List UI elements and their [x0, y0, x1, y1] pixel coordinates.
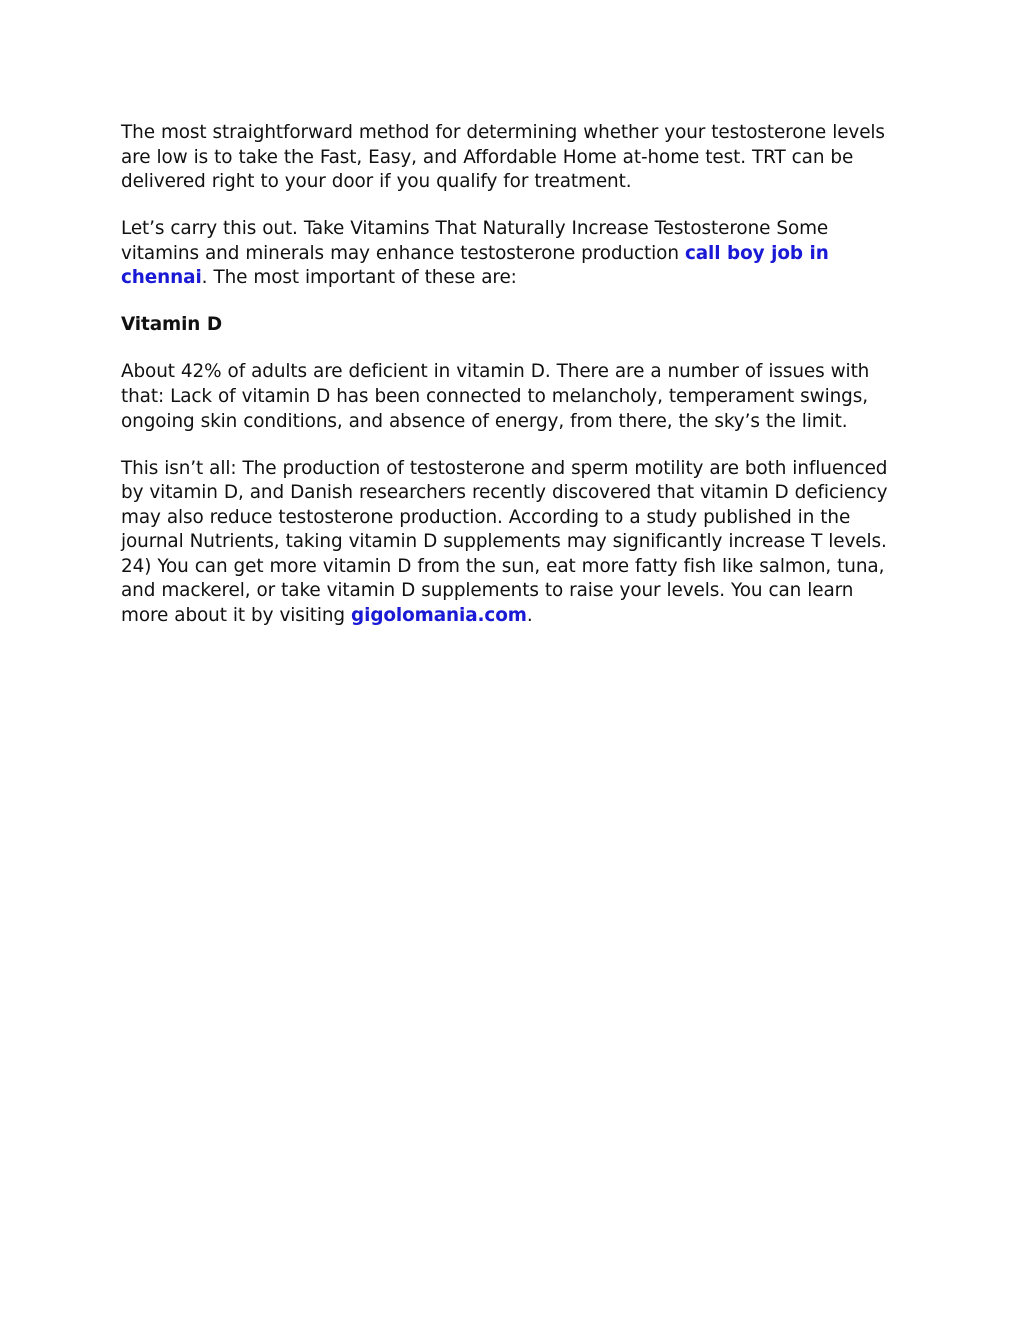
- paragraph-home-test-text: The most straightforward method for determining whether your testosterone levels are low is to take the Fast, Easy, and Affordable Home at-home test. TRT can be delivered right to your door if you qualify for treatment.: [121, 122, 885, 193]
- document-body: [121, 121, 901, 651]
- gigolomania-link[interactable]: gigolomania.com: [351, 605, 527, 627]
- paragraph-production-text: This isn’t all: The production of testosterone and sperm motility are both influenced by vitamin D, and Danish researchers recently discovered that vitamin D deficiency may also reduce testosterone production. According to a study published in the journal Nutrients, taking vitamin D supplements may significantly increase T levels. 24) You can get more vitamin D from the sun, eat more fatty fish like salmon, tuna, and mackerel, or take vitamin D supplements to raise your levels. You can learn more about it by visiting: [121, 457, 888, 627]
- section-heading-vitamin-d: [121, 313, 901, 338]
- paragraph-production-tail: .: [526, 605, 533, 627]
- call-boy-job-link[interactable]: call boy job in chennai: [121, 242, 829, 289]
- paragraph-deficiency-text: About 42% of adults are deficient in vitamin D. There are a number of issues with that: Lack of vitamin D has been connected to melancholy, temperament swings, ongoing skin conditions, and absence of energy, from there, the sky’s the limit.: [121, 361, 870, 432]
- paragraph-home-test: [121, 121, 901, 195]
- section-heading-text: Vitamin D: [121, 314, 223, 336]
- paragraph-vitamins-tail: . The most important of these are:: [201, 267, 517, 289]
- paragraph-vitamins-text: Let’s carry this out. Take Vitamins That Naturally Increase Testosterone Some vitamins and minerals may enhance testosterone production: [121, 218, 829, 264]
- paragraph-production: [121, 457, 901, 629]
- paragraph-vitamins: [121, 217, 901, 291]
- paragraph-deficiency: [121, 360, 901, 434]
